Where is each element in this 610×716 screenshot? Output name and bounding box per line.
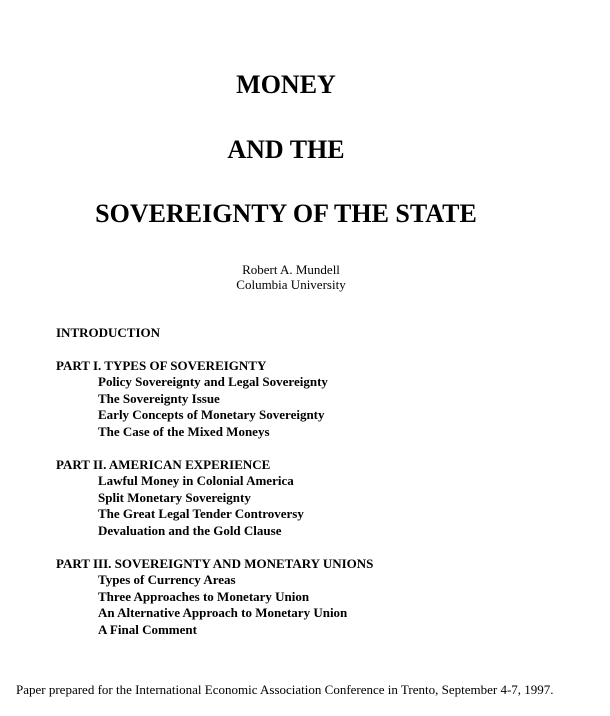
toc-part-heading: PART II. AMERICAN EXPERIENCE [56, 456, 271, 472]
toc-subsection: Policy Sovereignty and Legal Sovereignty [98, 374, 328, 390]
toc-part-2 [56, 457, 576, 540]
toc-part-3 [56, 556, 576, 639]
conference-footnote: Paper prepared for the International Economic Association Conference in Trento, September 4-7, 1997. [16, 682, 554, 697]
toc-subsection: Split Monetary Sovereignty [98, 489, 251, 505]
toc-subsection: Types of Currency Areas [98, 572, 236, 588]
title-line-3: SOVEREIGNTY OF THE STATE [95, 199, 477, 228]
title-line-2: AND THE [227, 135, 345, 164]
author-affiliation: Columbia University [236, 277, 346, 292]
toc-part-1 [56, 358, 576, 441]
toc-subsection: The Sovereignty Issue [98, 390, 220, 406]
toc-subsection: Three Approaches to Monetary Union [98, 588, 310, 604]
toc-subsection: An Alternative Approach to Monetary Union [98, 605, 348, 621]
toc-subsection: Lawful Money in Colonial America [98, 473, 294, 489]
table-of-contents [56, 325, 576, 655]
author-name: Robert A. Mundell [242, 262, 340, 277]
toc-subsection: Early Concepts of Monetary Sovereignty [98, 407, 325, 423]
toc-introduction: INTRODUCTION [56, 325, 161, 340]
toc-subsection: The Case of the Mixed Moneys [98, 423, 270, 439]
toc-part-heading: PART III. SOVEREIGNTY AND MONETARY UNIONS [56, 555, 374, 571]
author-block [0, 262, 582, 292]
toc-subsection: Devaluation and the Gold Clause [98, 522, 282, 538]
toc-subsection: A Final Comment [98, 621, 197, 637]
toc-subsection: The Great Legal Tender Controversy [98, 506, 304, 522]
toc-part-heading: PART I. TYPES OF SOVEREIGNTY [56, 357, 267, 373]
title-line-1: MONEY [236, 70, 336, 99]
